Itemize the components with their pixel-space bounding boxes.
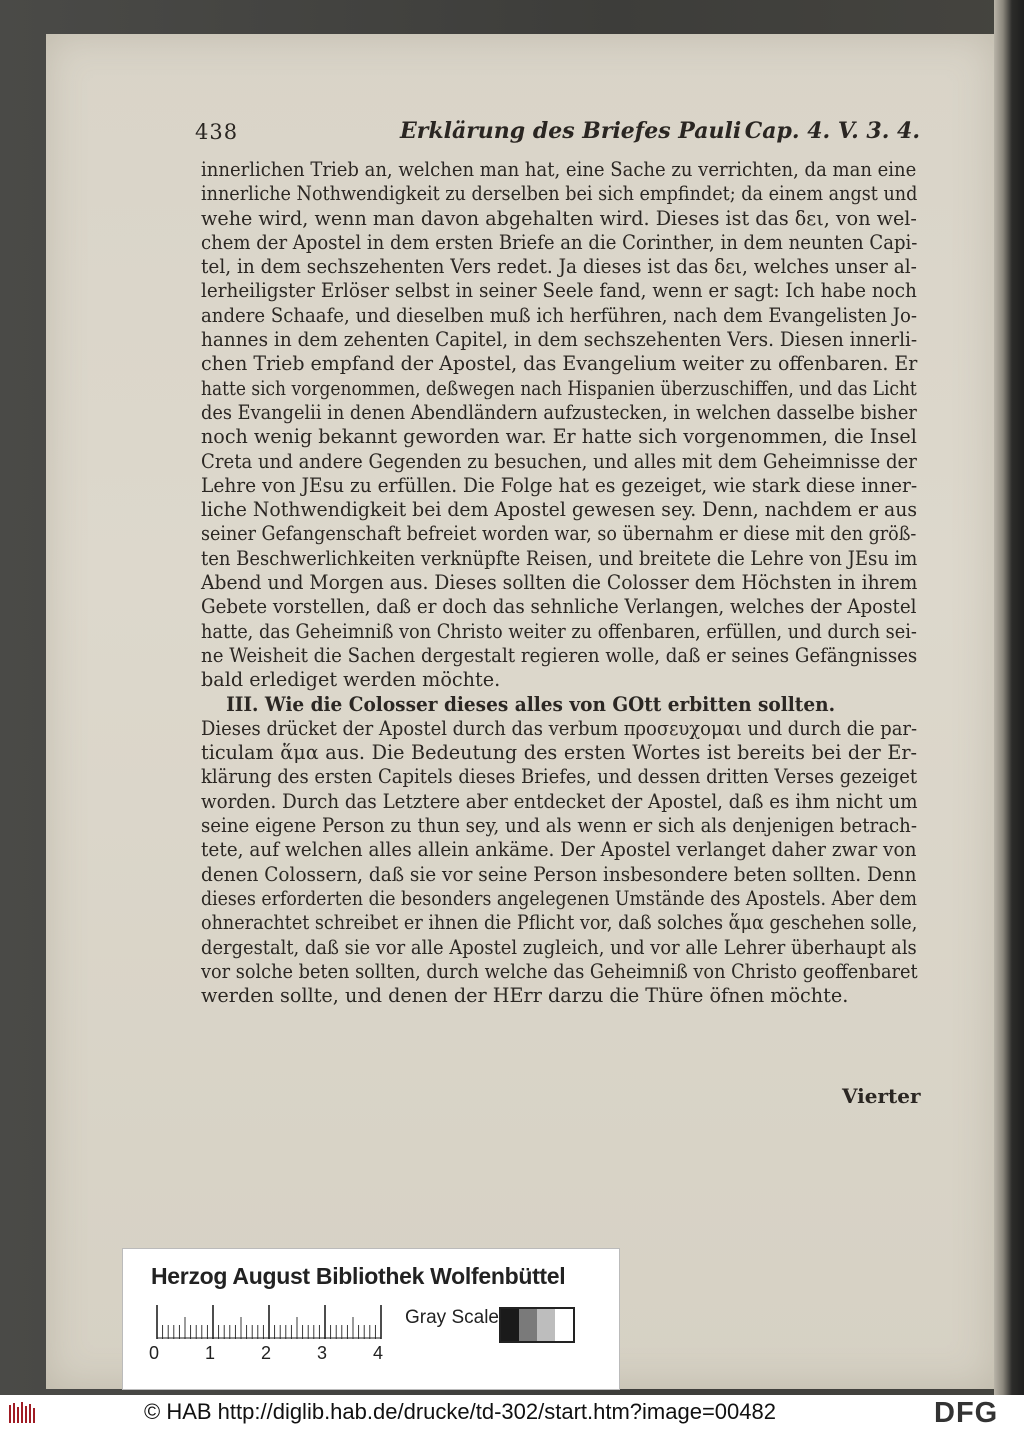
running-title: Erklärung des Briefes Pauli <box>400 118 742 144</box>
text-line: chen Trieb empfand der Apostel, das Evangelium weiter zu offenbaren. Er <box>201 352 918 376</box>
ruler-number: 4 <box>373 1343 384 1363</box>
grayscale-swatch <box>555 1309 573 1341</box>
library-name: Herzog August Bibliothek Wolfenbüttel <box>151 1263 566 1289</box>
text-line: chem der Apostel in dem ersten Briefe an die Corinther, in dem neunten Capi- <box>201 230 918 254</box>
text-line: worden. Durch das Letztere aber entdecket der Apostel, daß es ihm nicht um <box>201 789 918 813</box>
text-line: Gebete vorstellen, daß er doch das sehnliche Verlangen, welches der Apostel <box>201 595 917 619</box>
text-line: seine eigene Person zu thun sey, und als wenn er sich als denjenigen betrach- <box>201 814 917 838</box>
grayscale-label: Gray Scale <box>405 1307 499 1328</box>
text-line: des Evangelii in denen Abendländern aufzustecken, in welchen dasselbe bisher <box>201 400 917 424</box>
ruler-number: 2 <box>261 1343 272 1363</box>
text-line: werden sollte, und denen der HErr darzu die Thüre öfnen möchte. <box>201 984 849 1008</box>
text-line: bald erlediget werden möchte. <box>201 668 501 692</box>
text-line: ohnerachtet schreibet er ihnen die Pflicht vor, daß solches ἅμα geschehen solle, <box>201 911 918 935</box>
ruler-number: 0 <box>149 1343 160 1363</box>
text-line: hannes in dem zehenten Capitel, in dem sechszehenten Vers. Diesen innerli- <box>201 328 918 352</box>
dfg-logo: DFG <box>934 1397 999 1429</box>
text-line: ne Weisheit die Sachen dergestalt regieren wolle, daß er seines Gefängnisses <box>201 643 918 667</box>
text-line: hatte sich vorgenommen, deßwegen nach Hispanien überzuschiffen, und das Licht <box>201 376 917 400</box>
text-line: noch wenig bekannt geworden war. Er hatte sich vorgenommen, die Insel <box>201 425 917 449</box>
text-line: andere Schaafe, und dieselben muß ich herführen, nach dem Evangelisten Jo- <box>201 303 918 327</box>
ruler-number: 1 <box>205 1343 216 1363</box>
text-line: hatte, das Geheimniß von Christo weiter zu offenbaren, erfüllen, und durch sei- <box>201 619 917 643</box>
text-line: tel, in dem sechszehenten Vers redet. Ja dieses ist das δει, welches unser al- <box>201 255 917 279</box>
ruler-number: 3 <box>317 1343 328 1363</box>
text-line: dieses erforderten die besonders angelegenen Umstände des Apostels. Aber dem <box>201 886 917 910</box>
grayscale-swatch <box>519 1309 537 1341</box>
text-line: Dieses drücket der Apostel durch das verbum προσευχομαι und durch die par- <box>201 716 918 740</box>
hab-logo-icon <box>8 1401 38 1425</box>
text-line: vor solche beten sollten, durch welche das Geheimniß von Christo geoffenbaret <box>201 959 918 983</box>
text-line: Abend und Morgen aus. Dieses sollten die Colosser dem Höchsten in ihrem <box>201 571 918 595</box>
text-line: Creta und andere Gegenden zu besuchen, und alles mit dem Geheimnisse der <box>201 449 917 473</box>
book-edge <box>994 0 1024 1395</box>
text-line: innerliche Nothwendigkeit zu derselben bei sich empfindet; da einem angst und <box>201 182 918 206</box>
text-line: liche Nothwendigkeit bei dem Apostel gewesen sey. Denn, nachdem er aus <box>201 498 918 522</box>
text-line: klärung des ersten Capitels dieses Briefes, und dessen dritten Verses gezeiget <box>201 765 918 789</box>
grayscale-bar <box>499 1307 575 1343</box>
chapter-reference: Cap. 4. V. 3. 4. <box>744 118 920 144</box>
text-line: ten Beschwerlichkeiten verknüpfte Reisen, und breitete die Lehre von JEsu im <box>201 546 918 570</box>
grayscale-swatch <box>501 1309 519 1341</box>
scale-ruler <box>155 1303 387 1339</box>
text-line: innerlichen Trieb an, welchen man hat, eine Sache zu verrichten, da man eine <box>201 158 917 181</box>
text-line: seiner Gefangenschaft befreiet worden war, so übernahm er diese mit den größ- <box>201 522 917 546</box>
section-heading: III. Wie die Colosser dieses alles von GOtt erbitten sollten. <box>226 692 836 716</box>
text-line: wehe wird, wenn man davon abgehalten wird. Dieses ist das δει, von wel- <box>201 206 917 230</box>
grayscale-swatch <box>537 1309 555 1341</box>
body-text <box>201 158 917 1008</box>
copyright-url: © HAB http://diglib.hab.de/drucke/td-302/start.htm?image=00482 <box>144 1399 776 1424</box>
catchword: Vierter <box>842 1084 921 1108</box>
text-line: lerheiligster Erlöser selbst in seiner Seele fand, wenn er sagt: Ich habe noch <box>201 279 917 303</box>
footer-bar <box>0 1395 1024 1430</box>
text-line: dergestalt, daß sie vor alle Apostel zugleich, und vor alle Lehrer überhaupt als <box>201 935 917 959</box>
library-reference-card <box>122 1248 620 1390</box>
page-header <box>195 116 920 148</box>
page-number: 438 <box>195 120 239 144</box>
text-line: denen Colossern, daß sie vor seine Person insbesondere beten sollten. Denn <box>201 862 917 886</box>
text-line: ticulam ἅμα aus. Die Bedeutung des ersten Wortes ist bereits bei der Er- <box>201 741 917 765</box>
text-line: tete, auf welchen alles allein ankäme. Der Apostel verlanget daher zwar von <box>201 838 917 862</box>
text-line: Lehre von JEsu zu erfüllen. Die Folge hat es gezeiget, wie stark diese inner- <box>201 473 918 497</box>
